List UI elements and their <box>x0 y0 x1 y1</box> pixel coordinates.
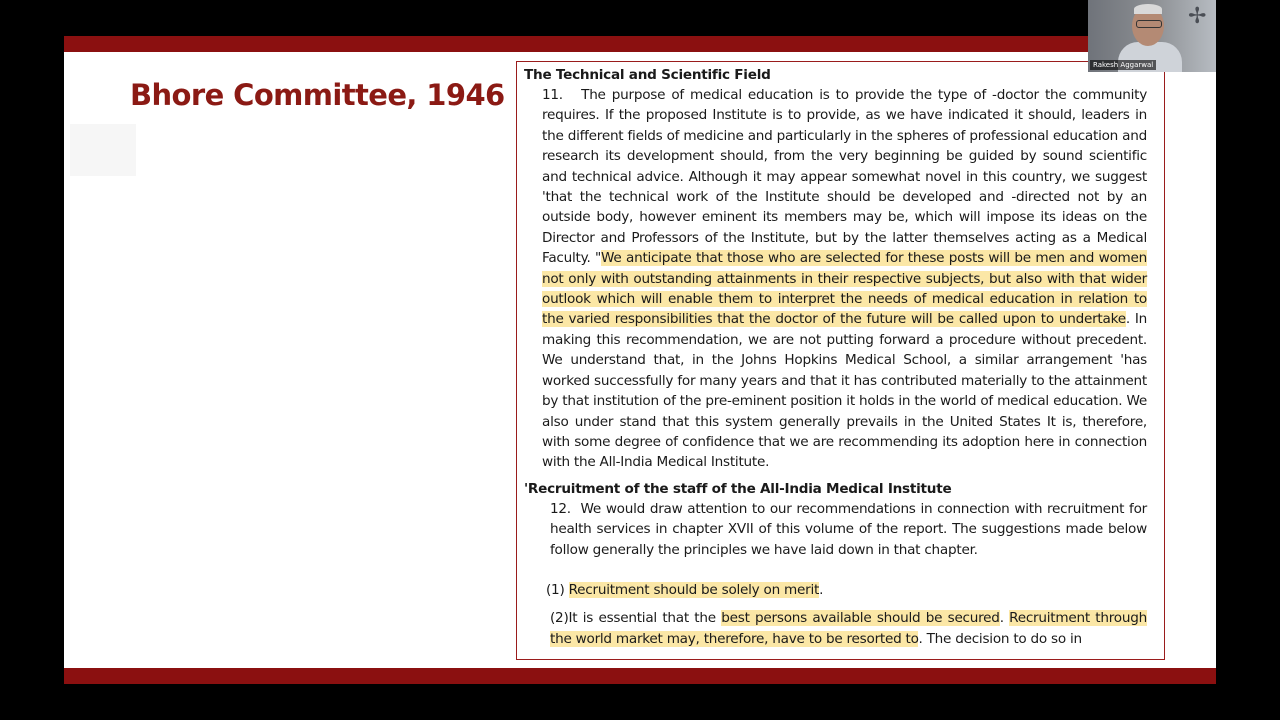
participant-name-label: Rakesh Aggarwal <box>1090 60 1156 70</box>
section-heading-recruitment: 'Recruitment of the staff of the All-India Medical Institute <box>524 480 952 497</box>
highlighted-text: Recruitment should be solely on merit <box>568 581 820 598</box>
item-number: (2) <box>550 610 569 627</box>
presentation-slide <box>64 36 1216 684</box>
item-text: . The decision to do so in <box>918 630 1082 647</box>
glasses-icon <box>1136 20 1162 28</box>
punctuation: . <box>819 581 824 598</box>
highlighted-text: best persons available should be secured <box>721 610 1000 627</box>
paragraph-text: We would draw attention to our recommendations in connection with recruitment for health services in chapter XVII of this volume of the report. The suggestions made below follow generally the principles we have laid down in that chapter. <box>550 500 1147 558</box>
slide-bottom-bar <box>64 668 1216 684</box>
paragraph-number: 12. <box>550 500 571 517</box>
slide-title: Bhore Committee, 1946 <box>130 78 505 112</box>
list-item-1 <box>524 580 1147 600</box>
document-excerpt <box>516 61 1165 660</box>
paragraph-11 <box>524 85 1147 473</box>
highlighted-text: We anticipate that those who are selected for these posts will be men and women not only with outstanding attainments in their respective subjects, but also with that wider outlook which will enable them to interpret the needs of medical education in relation to the varied responsibilities that the doctor of the future will be called upon to undertake <box>542 250 1147 328</box>
slide-top-bar <box>64 36 1216 52</box>
decorative-panel <box>70 124 136 176</box>
list-item-2 <box>524 608 1147 649</box>
paragraph-text: The purpose of medical education is to provide the type of -doctor the community requires. If the proposed Institute is to provide, as we have indicated it should, leaders in the different fields of medicine and particularly in the spheres of professional education and research its development should, from the very beginning be guided by sound scientific and technical advice. Although it may appear somewhat novel in this country, we suggest 'that the technical work of the Institute should be developed and -directed not by an outside body, however eminent its members may be, which will impose its ideas on the Director and Professors of the Institute, but by the latter themselves acting as a Medical Faculty. " <box>542 87 1148 267</box>
paragraph-number: 11. <box>542 87 563 103</box>
item-number: (1) <box>546 581 565 598</box>
paragraph-text: . In making this recommendation, we are not putting forward a procedure without precedent. We understand that, in the Johns Hopkins Medical School, a similar arrangement 'has worked successfully for many years and that it has contributed materially to the attainment by that institution of the pre-eminent position it holds in the world of medical education. We also under stand that this system generally prevails in the United States It is, therefore, with some degree of confidence that we are recommending its adoption here in connection with the All-India Medical Institute. <box>542 311 1147 471</box>
highlighted-text: Recruitment through the world market may, therefore, have to be resorted to <box>550 610 1147 647</box>
ceiling-fan-icon: ✢ <box>1188 4 1207 29</box>
participant-hair <box>1134 4 1162 14</box>
participant-video-tile[interactable] <box>1088 0 1216 72</box>
item-text: . <box>999 610 1010 627</box>
item-text: It is essential that the <box>568 610 722 627</box>
section-heading-technical: The Technical and Scientific Field <box>524 67 771 83</box>
paragraph-12 <box>524 499 1147 560</box>
